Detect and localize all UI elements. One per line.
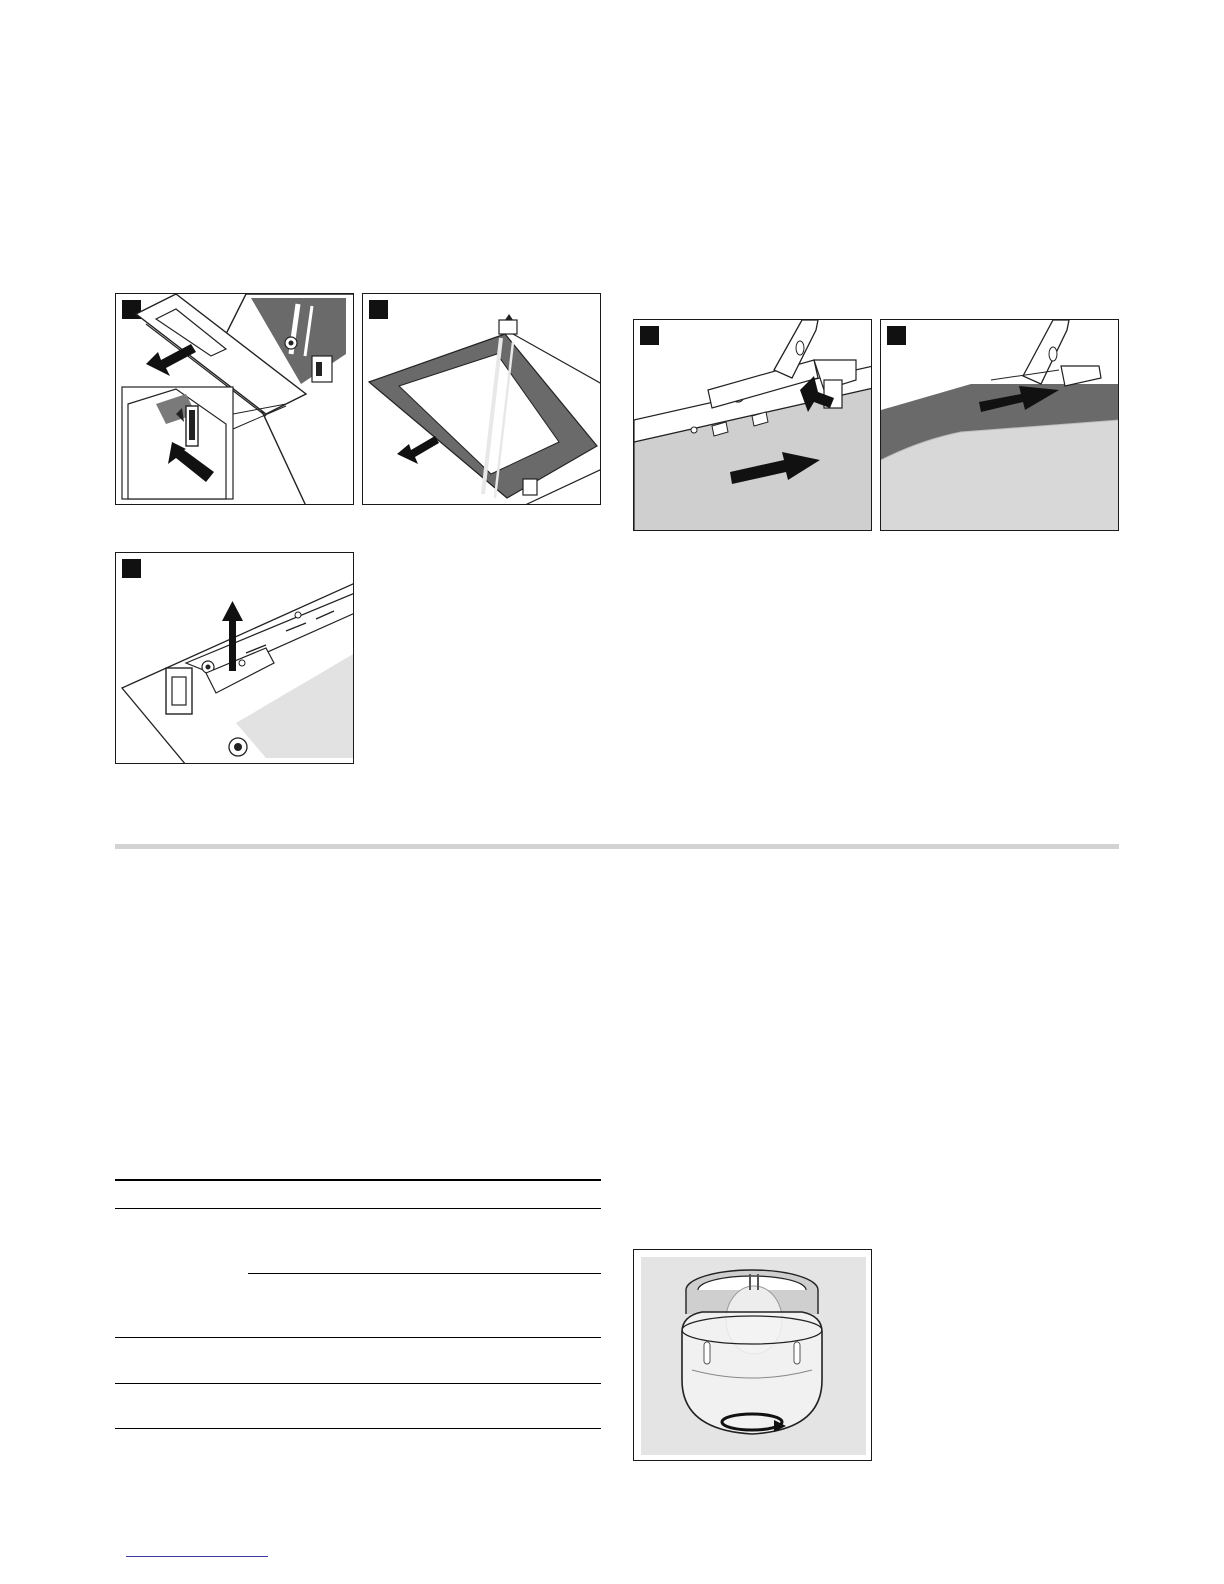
glass-panel-illustration [363,294,601,505]
table-row-rule [115,1337,601,1338]
figure-glass-panel [362,293,601,505]
footer-link-underline[interactable] [126,1556,268,1557]
hinge-lift-illustration [116,553,354,764]
clip-push-illustration [634,320,872,531]
figure-hinge-lift [115,552,354,764]
light-bulb-rotate-icon [634,1250,872,1461]
figure-clip-push [633,319,872,531]
table-top-rule [115,1179,601,1181]
figure-oven-light [633,1249,872,1461]
table-bottom-rule [115,1428,601,1429]
figure-door-trim [115,293,354,505]
slide-panel-illustration [881,320,1119,531]
table-row-rule [115,1383,601,1384]
door-trim-illustration [116,294,354,505]
table-header-rule [115,1208,601,1209]
section-separator [115,844,1119,849]
table-inner-rule [248,1273,601,1274]
figure-slide-panel [880,319,1119,531]
